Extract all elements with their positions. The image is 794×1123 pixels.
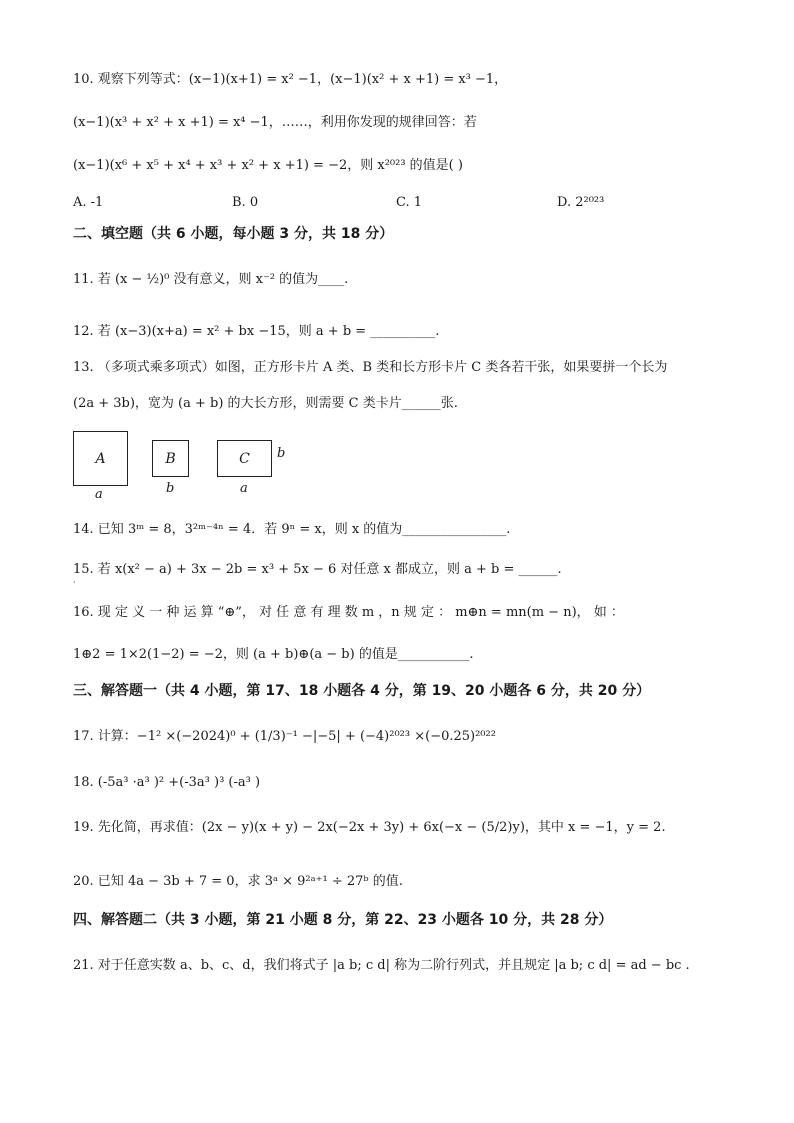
card-c-width-label: b	[277, 446, 286, 461]
card-c-length-label: a	[240, 481, 248, 496]
card-a: A	[73, 431, 128, 486]
q10-option-c: C. 1	[396, 195, 423, 210]
q16-line1: 16. 现 定 义 一 种 运 算 “⊕”， 对 任 意 有 理 数 m ，n 规 定 ： m⊕n = mn(m − n)， 如 ：	[73, 605, 624, 620]
card-c: C	[217, 440, 272, 477]
q13-line1: 13. （多项式乘多项式）如图，正方形卡片 A 类、B 类和长方形卡片 C 类各若干张，如果要拼一个长为	[73, 360, 668, 375]
q14: 14. 已知 3ᵐ = 8，3²ᵐ⁻⁴ⁿ = 4．若 9ⁿ = x，则 x 的值为________________.	[73, 522, 511, 537]
section2-heading: 二、填空题（共 6 小题，每小题 3 分，共 18 分）	[73, 226, 394, 242]
q20: 20. 已知 4a − 3b + 7 = 0，求 3ᵃ × 9²ᵃ⁺¹ ÷ 27ᵇ 的值.	[73, 874, 403, 889]
q13-line2: (2a + 3b)，宽为 (a + b) 的大长方形，则需要 C 类卡片______张.	[73, 396, 458, 411]
card-b-side-label: b	[166, 481, 175, 496]
q11: 11. 若 (x − ½)⁰ 没有意义，则 x⁻² 的值为____.	[73, 272, 349, 287]
card-b: B	[152, 440, 189, 477]
q12: 12. 若 (x−3)(x+a) = x² + bx −15，则 a + b = __________.	[73, 324, 440, 339]
q15: 15. 若 x(x² − a) + 3x − 2b = x³ + 5x − 6 对任意 x 都成立，则 a + b = ______.	[73, 562, 562, 577]
q10-option-b: B. 0	[232, 195, 259, 210]
card-a-side-label: a	[95, 487, 103, 502]
q16-line2: 1⊕2 = 1×2(1−2) = −2，则 (a + b)⊕(a − b) 的值是___________.	[73, 647, 474, 662]
q21: 21. 对于任意实数 a、b、c、d，我们将式子 |a b; c d| 称为二阶行列式，并且规定 |a b; c d| = ad − bc .	[73, 958, 690, 973]
q10-line2: (x−1)(x³ + x² + x +1) = x⁴ −1，……，利用你发现的规律回答：若	[73, 115, 477, 130]
q17: 17. 计算：−1² ×(−2024)⁰ + (1/3)⁻¹ −|−5| + (−4)²⁰²³ ×(−0.25)²⁰²²	[73, 729, 496, 744]
q19: 19. 先化简，再求值：(2x − y)(x + y) − 2x(−2x + 3y) + 6x(−x − (5/2)y)，其中 x = −1，y = 2.	[73, 820, 666, 835]
section4-heading: 四、解答题二（共 3 小题，第 21 小题 8 分，第 22、23 小题各 10 分，共 28 分）	[73, 912, 613, 928]
q10-line3: (x−1)(x⁶ + x⁵ + x⁴ + x³ + x² + x +1) = −2，则 x²⁰²³ 的值是( )	[73, 158, 463, 173]
q10-line1: 10. 观察下列等式：(x−1)(x+1) = x² −1，(x−1)(x² + x +1) = x³ −1，	[73, 72, 508, 87]
q10-option-a: A. -1	[73, 195, 104, 210]
section3-heading: 三、解答题一（共 4 小题，第 17、18 小题各 4 分，第 19、20 小题各 6 分，共 20 分）	[73, 683, 651, 699]
q10-option-d: D. 2²⁰²³	[557, 195, 605, 210]
q18: 18. (-5a³ ·a³ )² +(-3a³ )³ (-a³ )	[73, 775, 261, 790]
stray-mark: ·	[73, 578, 76, 587]
